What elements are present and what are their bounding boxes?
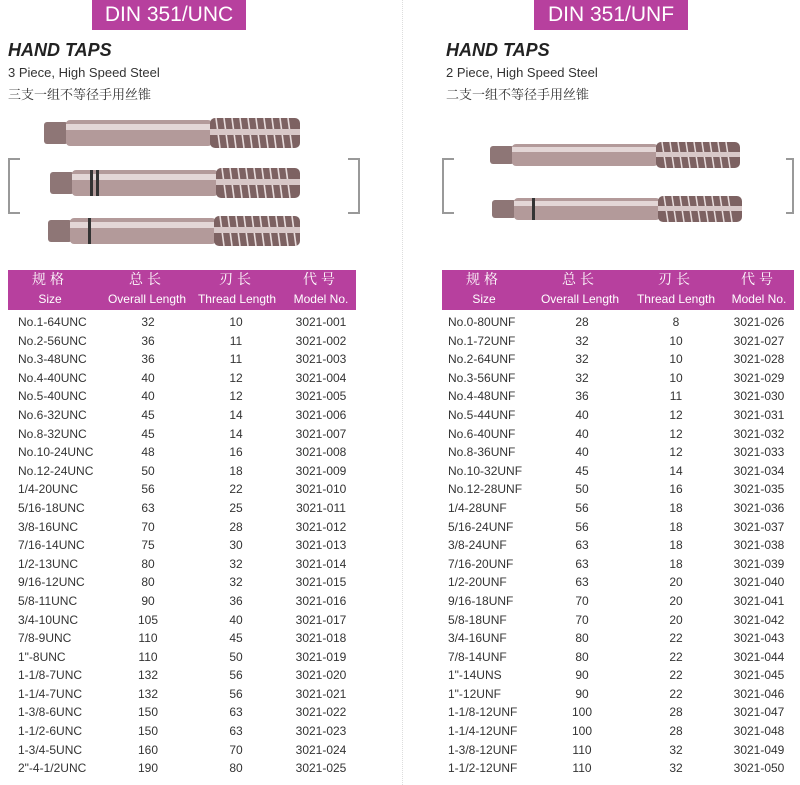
cell-thread-length: 22 bbox=[669, 668, 683, 683]
cell-overall-length: 70 bbox=[575, 612, 589, 627]
cell-overall-length: 105 bbox=[137, 612, 159, 627]
cell-model-no: 3021-035 bbox=[733, 482, 785, 497]
table-row bbox=[8, 499, 356, 518]
cell-model-no: 3021-029 bbox=[733, 370, 785, 385]
cell-model-no: 3021-043 bbox=[733, 631, 785, 646]
table-row bbox=[442, 518, 794, 537]
cell-model-no: 3021-006 bbox=[295, 407, 347, 422]
cell-thread-length: 32 bbox=[229, 575, 243, 590]
table-header bbox=[8, 270, 356, 310]
table-row bbox=[442, 555, 794, 574]
table-row bbox=[8, 313, 356, 332]
cell-thread-length: 32 bbox=[669, 761, 683, 776]
cell-size: No.6-40UNF bbox=[448, 426, 516, 441]
cell-model-no: 3021-034 bbox=[733, 463, 785, 478]
cell-thread-length: 70 bbox=[229, 742, 243, 757]
cell-thread-length: 18 bbox=[669, 556, 683, 571]
cell-model-no: 3021-023 bbox=[295, 724, 347, 739]
cell-size: No.12-24UNC bbox=[18, 463, 94, 478]
table-row bbox=[8, 518, 356, 537]
table-row bbox=[442, 462, 794, 481]
table-header bbox=[442, 270, 794, 310]
cell-overall-length: 50 bbox=[575, 482, 589, 497]
cell-size: No.12-28UNF bbox=[448, 482, 523, 497]
cell-thread-length: 10 bbox=[669, 352, 683, 367]
cell-model-no: 3021-030 bbox=[733, 389, 785, 404]
cell-size: 1/2-20UNF bbox=[448, 575, 507, 590]
cell-overall-length: 90 bbox=[575, 668, 589, 683]
table-row bbox=[442, 369, 794, 388]
product-title: HAND TAPS bbox=[8, 40, 112, 60]
cell-thread-length: 32 bbox=[229, 556, 243, 571]
tap-tool bbox=[492, 196, 742, 222]
cell-size: 1-3/4-5UNC bbox=[18, 742, 83, 757]
cell-overall-length: 32 bbox=[575, 370, 589, 385]
table-row bbox=[442, 480, 794, 499]
cell-overall-length: 32 bbox=[141, 315, 155, 329]
table-row bbox=[442, 648, 794, 667]
cell-overall-length: 70 bbox=[141, 519, 155, 534]
cell-thread-length: 56 bbox=[229, 686, 243, 701]
table-row bbox=[442, 629, 794, 648]
cell-size: 7/16-14UNC bbox=[18, 538, 85, 553]
cell-model-no: 3021-014 bbox=[295, 556, 347, 571]
cell-model-no: 3021-024 bbox=[295, 742, 347, 757]
cell-size: 7/8-14UNF bbox=[448, 649, 507, 664]
cell-model-no: 3021-049 bbox=[733, 742, 785, 757]
header-model-no: 代号 Model No. bbox=[731, 272, 787, 306]
cell-size: No.2-56UNC bbox=[18, 333, 87, 348]
table-row bbox=[442, 313, 794, 332]
cell-size: No.5-40UNC bbox=[18, 389, 87, 404]
table-row bbox=[8, 759, 356, 778]
cell-thread-length: 18 bbox=[669, 538, 683, 553]
cell-overall-length: 40 bbox=[575, 426, 589, 441]
cell-model-no: 3021-021 bbox=[295, 686, 347, 701]
cell-thread-length: 11 bbox=[229, 352, 243, 367]
header-overall-length: 总长 Overall Length bbox=[540, 272, 620, 306]
cell-overall-length: 80 bbox=[141, 556, 155, 571]
cell-model-no: 3021-042 bbox=[733, 612, 785, 627]
cell-overall-length: 75 bbox=[141, 538, 155, 553]
table-row bbox=[442, 499, 794, 518]
cell-model-no: 3021-038 bbox=[733, 538, 785, 553]
cell-overall-length: 40 bbox=[141, 370, 155, 385]
cell-overall-length: 48 bbox=[141, 445, 155, 460]
table-row bbox=[442, 741, 794, 760]
cell-overall-length: 100 bbox=[571, 724, 593, 739]
cell-thread-length: 22 bbox=[229, 482, 243, 497]
cell-thread-length: 32 bbox=[669, 742, 683, 757]
cell-size: No.6-32UNC bbox=[18, 407, 87, 422]
cell-model-no: 3021-007 bbox=[295, 426, 347, 441]
table-row bbox=[8, 369, 356, 388]
cell-size: 1/2-13UNC bbox=[18, 556, 79, 571]
cell-thread-length: 80 bbox=[229, 761, 243, 776]
cell-thread-length: 11 bbox=[669, 389, 683, 404]
cell-model-no: 3021-003 bbox=[295, 352, 347, 367]
cell-size: 2"-4-1/2UNC bbox=[18, 761, 87, 776]
cell-model-no: 3021-004 bbox=[295, 370, 347, 385]
cell-size: 1-1/8-7UNC bbox=[18, 668, 83, 683]
cell-model-no: 3021-037 bbox=[733, 519, 785, 534]
table-row bbox=[8, 462, 356, 481]
cell-thread-length: 28 bbox=[669, 724, 683, 739]
table-row bbox=[442, 425, 794, 444]
cell-size: No.5-44UNF bbox=[448, 407, 516, 422]
cell-overall-length: 36 bbox=[141, 333, 155, 348]
cell-model-no: 3021-048 bbox=[733, 724, 785, 739]
table-row bbox=[8, 406, 356, 425]
table-row bbox=[8, 611, 356, 630]
cell-model-no: 3021-019 bbox=[295, 649, 347, 664]
cell-thread-length: 50 bbox=[229, 649, 243, 664]
cell-overall-length: 32 bbox=[575, 333, 589, 348]
cell-size: No.8-32UNC bbox=[18, 426, 87, 441]
cell-overall-length: 63 bbox=[575, 575, 589, 590]
cell-thread-length: 63 bbox=[229, 705, 243, 720]
cell-overall-length: 90 bbox=[141, 593, 155, 608]
cell-size: 1-1/4-7UNC bbox=[18, 686, 83, 701]
table-row bbox=[442, 611, 794, 630]
cell-size: No.0-80UNF bbox=[448, 315, 516, 329]
cell-size: No.3-56UNF bbox=[448, 370, 516, 385]
left-bracket bbox=[8, 158, 20, 214]
product-subtitle-cn: 二支一组不等径手用丝锥 bbox=[446, 88, 590, 103]
cell-model-no: 3021-044 bbox=[733, 649, 785, 664]
cell-overall-length: 63 bbox=[575, 538, 589, 553]
cell-size: 1"-12UNF bbox=[448, 686, 501, 701]
table-row bbox=[8, 648, 356, 667]
table-row bbox=[442, 722, 794, 741]
cell-overall-length: 110 bbox=[572, 761, 592, 776]
cell-thread-length: 22 bbox=[669, 686, 683, 701]
header-thread-length: 刃长 Thread Length bbox=[636, 272, 716, 306]
table-row bbox=[8, 480, 356, 499]
product-subtitle-cn: 三支一组不等径手用丝锥 bbox=[8, 88, 152, 103]
cell-thread-length: 16 bbox=[229, 445, 243, 460]
cell-overall-length: 28 bbox=[575, 315, 589, 329]
cell-overall-length: 100 bbox=[571, 705, 593, 720]
cell-model-no: 3021-047 bbox=[733, 705, 785, 720]
table-row bbox=[8, 536, 356, 555]
cell-thread-length: 14 bbox=[669, 463, 683, 478]
cell-size: 1-1/4-12UNF bbox=[448, 724, 518, 739]
cell-thread-length: 28 bbox=[669, 705, 683, 720]
cell-model-no: 3021-017 bbox=[295, 612, 347, 627]
cell-thread-length: 28 bbox=[229, 519, 243, 534]
cell-size: 3/8-24UNF bbox=[448, 538, 507, 553]
table-row bbox=[8, 666, 356, 685]
cell-size: No.3-48UNC bbox=[18, 352, 87, 367]
right-bracket bbox=[786, 158, 794, 214]
cell-thread-length: 8 bbox=[672, 315, 680, 329]
cell-model-no: 3021-012 bbox=[295, 519, 347, 534]
cell-size: 3/8-16UNC bbox=[18, 519, 79, 534]
tap-set-image bbox=[490, 142, 750, 232]
cell-model-no: 3021-011 bbox=[296, 500, 346, 515]
cell-overall-length: 45 bbox=[575, 463, 589, 478]
cell-thread-length: 36 bbox=[229, 593, 243, 608]
cell-overall-length: 36 bbox=[575, 389, 589, 404]
cell-model-no: 3021-025 bbox=[295, 761, 347, 776]
cell-overall-length: 32 bbox=[575, 352, 589, 367]
cell-size: 5/16-18UNC bbox=[18, 500, 85, 515]
cell-overall-length: 40 bbox=[575, 445, 589, 460]
table-row bbox=[442, 406, 794, 425]
cell-thread-length: 18 bbox=[669, 519, 683, 534]
cell-model-no: 3021-026 bbox=[733, 315, 785, 329]
cell-thread-length: 22 bbox=[669, 631, 683, 646]
cell-overall-length: 160 bbox=[137, 742, 159, 757]
standard-badge: DIN 351/UNF bbox=[534, 0, 688, 30]
left-bracket bbox=[442, 158, 454, 214]
table-row bbox=[8, 387, 356, 406]
table-row bbox=[8, 741, 356, 760]
cell-overall-length: 70 bbox=[575, 593, 589, 608]
tap-tool bbox=[490, 142, 740, 168]
table-row bbox=[8, 443, 356, 462]
cell-size: 1"-8UNC bbox=[18, 649, 66, 664]
cell-thread-length: 12 bbox=[229, 389, 243, 404]
cell-model-no: 3021-045 bbox=[733, 668, 785, 683]
table-row bbox=[8, 722, 356, 741]
cell-overall-length: 63 bbox=[575, 556, 589, 571]
cell-thread-length: 20 bbox=[669, 575, 683, 590]
cell-size: 3/4-10UNC bbox=[18, 612, 79, 627]
cell-overall-length: 63 bbox=[141, 500, 155, 515]
cell-thread-length: 14 bbox=[229, 426, 243, 441]
table-row bbox=[8, 573, 356, 592]
cell-size: 7/8-9UNC bbox=[18, 631, 72, 646]
cell-size: No.4-48UNF bbox=[448, 389, 516, 404]
right-bracket bbox=[348, 158, 360, 214]
unf-panel bbox=[404, 0, 794, 785]
cell-size: 1/4-28UNF bbox=[448, 500, 507, 515]
cell-overall-length: 56 bbox=[575, 519, 589, 534]
cell-size: 1/4-20UNC bbox=[18, 482, 79, 497]
cell-overall-length: 45 bbox=[141, 407, 155, 422]
table-row bbox=[442, 703, 794, 722]
cell-overall-length: 56 bbox=[141, 482, 155, 497]
cell-model-no: 3021-040 bbox=[733, 575, 785, 590]
cell-thread-length: 20 bbox=[669, 593, 683, 608]
cell-thread-length: 10 bbox=[229, 315, 243, 329]
tap-tool bbox=[50, 168, 300, 198]
cell-thread-length: 16 bbox=[669, 482, 683, 497]
table-row bbox=[8, 703, 356, 722]
cell-model-no: 3021-001 bbox=[295, 315, 347, 329]
cell-size: 9/16-18UNF bbox=[448, 593, 514, 608]
cell-model-no: 3021-032 bbox=[733, 426, 785, 441]
tap-set-image bbox=[44, 118, 314, 248]
cell-size: 5/8-18UNF bbox=[448, 612, 507, 627]
header-overall-length: 总长 Overall Length bbox=[107, 272, 187, 306]
cell-overall-length: 110 bbox=[138, 649, 158, 664]
tap-tool bbox=[48, 216, 300, 246]
cell-overall-length: 56 bbox=[575, 500, 589, 515]
table-body bbox=[442, 313, 794, 778]
table-row bbox=[442, 536, 794, 555]
cell-thread-length: 20 bbox=[669, 612, 683, 627]
cell-model-no: 3021-031 bbox=[733, 407, 785, 422]
product-subtitle: 2 Piece, High Speed Steel bbox=[446, 65, 598, 80]
cell-overall-length: 132 bbox=[137, 668, 159, 683]
cell-model-no: 3021-009 bbox=[295, 463, 347, 478]
table-row bbox=[8, 332, 356, 351]
header-size: 规格 Size bbox=[466, 272, 502, 306]
cell-overall-length: 150 bbox=[137, 724, 159, 739]
tap-tool bbox=[44, 118, 300, 148]
cell-size: No.1-72UNF bbox=[448, 333, 516, 348]
product-title: HAND TAPS bbox=[446, 40, 550, 60]
cell-model-no: 3021-002 bbox=[295, 333, 347, 348]
cell-overall-length: 40 bbox=[141, 389, 155, 404]
table-row bbox=[442, 332, 794, 351]
cell-overall-length: 150 bbox=[137, 705, 159, 720]
cell-overall-length: 50 bbox=[141, 463, 155, 478]
cell-overall-length: 90 bbox=[575, 686, 589, 701]
cell-model-no: 3021-036 bbox=[733, 500, 785, 515]
cell-size: 3/4-16UNF bbox=[448, 631, 507, 646]
cell-thread-length: 12 bbox=[669, 445, 683, 460]
table-row bbox=[8, 592, 356, 611]
table-row bbox=[442, 387, 794, 406]
cell-thread-length: 14 bbox=[229, 407, 243, 422]
cell-thread-length: 12 bbox=[669, 426, 683, 441]
cell-thread-length: 56 bbox=[229, 668, 243, 683]
cell-size: 7/16-20UNF bbox=[448, 556, 514, 571]
cell-size: No.8-36UNF bbox=[448, 445, 516, 460]
table-row bbox=[442, 592, 794, 611]
cell-thread-length: 40 bbox=[229, 612, 243, 627]
cell-size: 1-3/8-12UNF bbox=[448, 742, 518, 757]
cell-thread-length: 12 bbox=[669, 407, 683, 422]
table-row bbox=[8, 425, 356, 444]
unc-panel bbox=[0, 0, 390, 785]
cell-model-no: 3021-022 bbox=[295, 705, 347, 720]
cell-size: 1"-14UNS bbox=[448, 668, 502, 683]
table-row bbox=[8, 350, 356, 369]
cell-size: 5/16-24UNF bbox=[448, 519, 514, 534]
cell-size: No.10-32UNF bbox=[448, 463, 523, 478]
table-row bbox=[8, 555, 356, 574]
table-row bbox=[8, 685, 356, 704]
column-divider bbox=[402, 0, 403, 785]
cell-thread-length: 10 bbox=[669, 333, 683, 348]
cell-model-no: 3021-041 bbox=[733, 593, 785, 608]
cell-size: 1-1/2-12UNF bbox=[448, 761, 518, 776]
cell-size: 1-1/2-6UNC bbox=[18, 724, 83, 739]
cell-thread-length: 30 bbox=[229, 538, 243, 553]
cell-thread-length: 63 bbox=[229, 724, 243, 739]
cell-model-no: 3021-033 bbox=[733, 445, 785, 460]
table-row bbox=[442, 759, 794, 778]
cell-thread-length: 22 bbox=[669, 649, 683, 664]
cell-thread-length: 18 bbox=[669, 500, 683, 515]
cell-thread-length: 11 bbox=[229, 333, 243, 348]
cell-model-no: 3021-027 bbox=[733, 333, 785, 348]
header-size: 规格 Size bbox=[32, 272, 68, 306]
cell-size: 5/8-11UNC bbox=[18, 593, 78, 608]
cell-size: 1-1/8-12UNF bbox=[448, 705, 518, 720]
cell-model-no: 3021-046 bbox=[733, 686, 785, 701]
cell-model-no: 3021-039 bbox=[733, 556, 785, 571]
cell-model-no: 3021-028 bbox=[733, 352, 785, 367]
cell-overall-length: 110 bbox=[572, 742, 592, 757]
cell-model-no: 3021-050 bbox=[733, 761, 785, 776]
table-row bbox=[442, 666, 794, 685]
product-subtitle: 3 Piece, High Speed Steel bbox=[8, 65, 160, 80]
cell-model-no: 3021-015 bbox=[295, 575, 347, 590]
cell-size: No.4-40UNC bbox=[18, 370, 87, 385]
cell-overall-length: 80 bbox=[575, 649, 589, 664]
cell-overall-length: 40 bbox=[575, 407, 589, 422]
header-model-no: 代号 Model No. bbox=[293, 272, 349, 306]
cell-model-no: 3021-010 bbox=[295, 482, 347, 497]
cell-overall-length: 36 bbox=[141, 352, 155, 367]
cell-overall-length: 110 bbox=[138, 631, 158, 646]
table-row bbox=[442, 350, 794, 369]
cell-thread-length: 18 bbox=[229, 463, 243, 478]
cell-overall-length: 80 bbox=[575, 631, 589, 646]
cell-size: No.10-24UNC bbox=[18, 445, 94, 460]
cell-model-no: 3021-020 bbox=[295, 668, 347, 683]
cell-size: 9/16-12UNC bbox=[18, 575, 85, 590]
cell-thread-length: 12 bbox=[229, 370, 243, 385]
table-row bbox=[8, 629, 356, 648]
cell-overall-length: 132 bbox=[137, 686, 159, 701]
cell-size: 1-3/8-6UNC bbox=[18, 705, 83, 720]
cell-overall-length: 190 bbox=[137, 761, 159, 776]
cell-model-no: 3021-018 bbox=[295, 631, 347, 646]
cell-size: No.1-64UNC bbox=[18, 315, 87, 329]
cell-thread-length: 10 bbox=[669, 370, 683, 385]
cell-overall-length: 80 bbox=[141, 575, 155, 590]
cell-size: No.2-64UNF bbox=[448, 352, 516, 367]
table-row bbox=[442, 443, 794, 462]
cell-thread-length: 45 bbox=[229, 631, 243, 646]
table-row bbox=[442, 573, 794, 592]
table-body bbox=[8, 313, 356, 778]
cell-model-no: 3021-008 bbox=[295, 445, 347, 460]
cell-thread-length: 25 bbox=[229, 500, 243, 515]
standard-badge: DIN 351/UNC bbox=[92, 0, 246, 30]
cell-overall-length: 45 bbox=[141, 426, 155, 441]
table-row bbox=[442, 685, 794, 704]
cell-model-no: 3021-005 bbox=[295, 389, 347, 404]
header-thread-length: 刃长 Thread Length bbox=[197, 272, 277, 306]
cell-model-no: 3021-016 bbox=[295, 593, 347, 608]
cell-model-no: 3021-013 bbox=[295, 538, 347, 553]
